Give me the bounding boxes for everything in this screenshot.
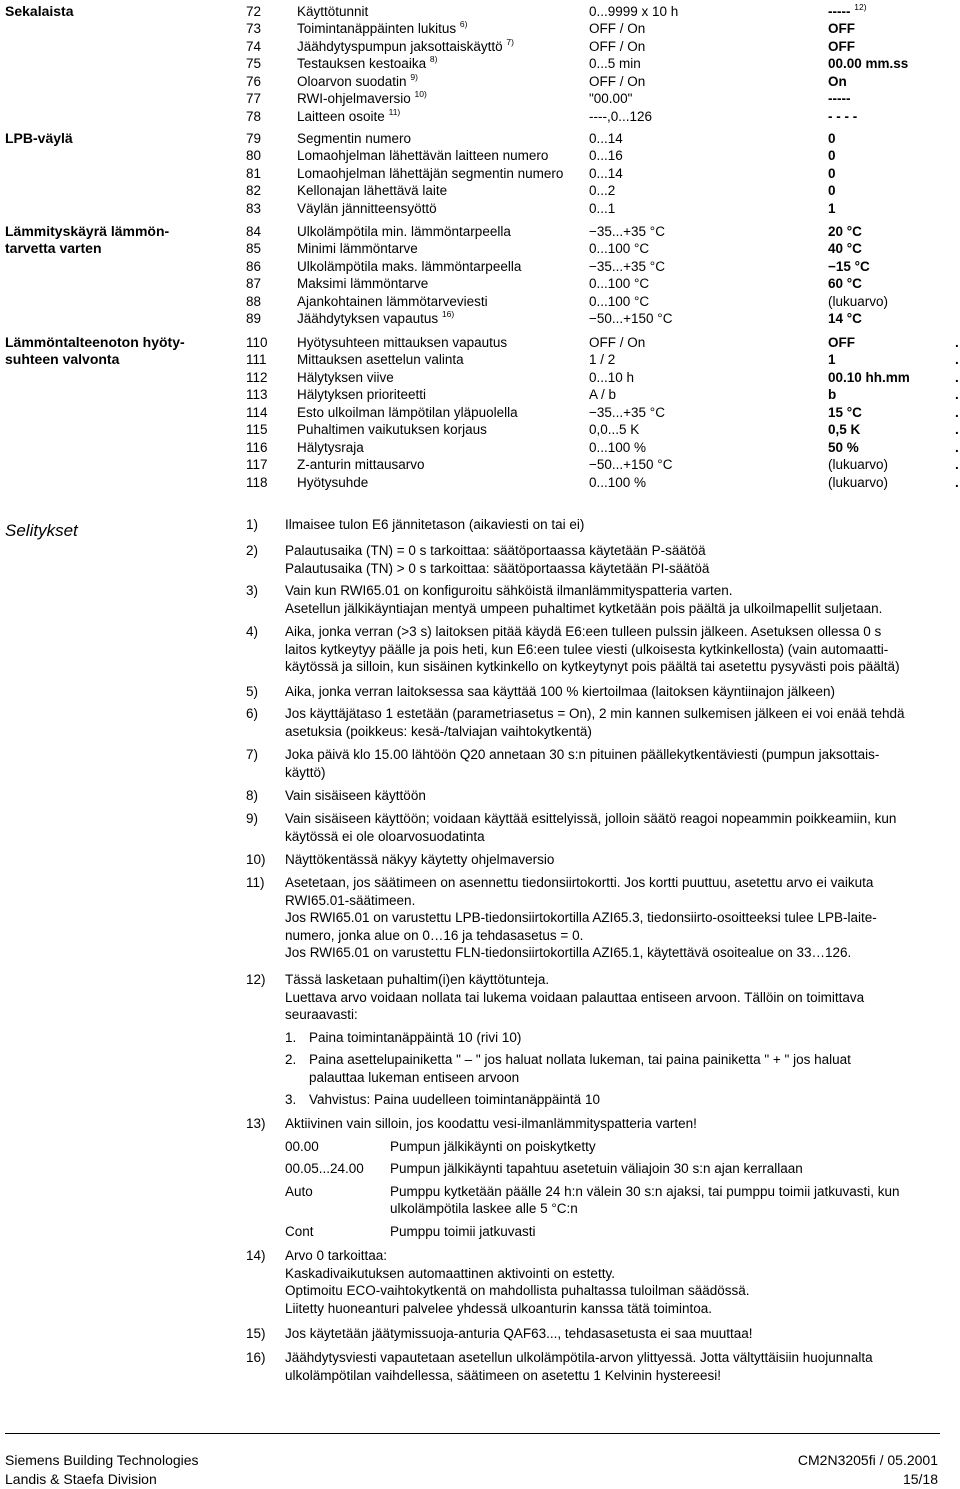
step-number: 3. (285, 1092, 297, 1107)
pump-mode-line: Pumppu toimii jatkuvasti (390, 1223, 536, 1239)
param-default: OFF (828, 21, 855, 37)
param-range: OFF / On (589, 38, 646, 54)
param-default: On (828, 73, 847, 89)
footnote-line: RWI65.01-säätimeen. (285, 892, 416, 908)
table-row (0, 334, 960, 352)
footnote-text (285, 516, 945, 534)
footnote-text (285, 746, 945, 781)
footnote-line: ulkolämpötilan vaihdellessa, säätimeen on asetettu 1 Kelvinin hystereesi! (285, 1367, 722, 1383)
row-marker: . (955, 404, 959, 420)
footnote-line: Aktiivinen vain silloin, jos koodattu vesi-ilmanlämmityspatteria varten! (285, 1116, 697, 1131)
param-range: 0...5 min (589, 56, 641, 72)
param-range: OFF / On (589, 73, 646, 89)
step-line: palauttaa lukeman entiseen arvoon (309, 1069, 520, 1085)
param-default: (lukuarvo) (828, 474, 889, 490)
param-name: Jäähdytyksen vapautus $^{16)}$ (297, 309, 455, 327)
footer-doc-id: CM2N3205fi / 05.2001 (797, 1452, 938, 1468)
table-row (0, 351, 960, 369)
footnote-line: Aika, jonka verran laitoksessa saa käyttää 100 % kiertoilmaa (laitoksen käyntiinajon jälkeen) (285, 684, 836, 699)
param-name: Käyttötunnit (297, 4, 369, 19)
footnote-line: Aika, jonka verran (>3 s) laitoksen pitää käydä E6:een tulleen pulssin jälkeen. Asetuksen ollessa 0 s (285, 624, 882, 639)
pump-mode (285, 1138, 945, 1156)
param-range: 0...14 (589, 131, 623, 146)
param-number: 81 (246, 165, 262, 181)
param-default: 00.10 hh.mm (828, 369, 910, 385)
reset-step (285, 1051, 945, 1086)
footnote-line: Jos käyttäjätaso 1 estetään (parametriasetus = On), 2 min kannen sulkemisen jälkeen ei voi enää tehdä (285, 706, 905, 721)
footnote-text (285, 582, 945, 617)
param-name: Hälytyksen prioriteetti (297, 387, 427, 403)
param-range: 0...14 (589, 165, 623, 181)
table-row (0, 258, 960, 276)
footnote-line: Palautusaika (TN) = 0 s tarkoittaa: säätöportaassa käytetään P-säätöä (285, 543, 706, 558)
step-number: 2. (285, 1052, 297, 1067)
table-row (0, 55, 960, 73)
param-name: Toimintanäppäinten lukitus $^{6)}$ (297, 19, 468, 37)
footnote-text (285, 787, 945, 805)
table-row (0, 275, 960, 293)
row-marker: . (955, 387, 959, 403)
param-number: 78 (246, 108, 262, 124)
footnote-line: Jäähdytysviesti vapautetaan asetellun ulkolämpötila-arvon ylittyessä. Jotta vältyttäisiin huojunnalta (285, 1350, 873, 1365)
param-default: 00.00 mm.ss (828, 56, 909, 72)
param-default: ----- (828, 91, 851, 107)
table-row (0, 240, 960, 258)
param-range: 1 / 2 (589, 352, 616, 368)
param-number: 85 (246, 241, 262, 257)
footer-company-line2: Landis & Staefa Division (5, 1471, 157, 1487)
footnote-line: numero, jonka alue on 0…16 ja tehdasasetus = 0. (285, 927, 584, 943)
param-name: Ulkolämpötila maks. lämmöntarpeella (297, 258, 522, 274)
param-name: Lomaohjelman lähettäjän segmentin numero (297, 165, 564, 181)
footnote-line: Tässä lasketaan puhaltim(i)en käyttötunteja. (285, 972, 550, 987)
row-marker: . (955, 335, 959, 350)
param-range: −35...+35 °C (589, 224, 665, 239)
param-number: 82 (246, 183, 262, 199)
param-range: −50...+150 °C (589, 457, 673, 473)
footnote-ref: 7) (506, 36, 514, 47)
footer-company-line1: Siemens Building Technologies (5, 1452, 199, 1468)
param-default: 0 (828, 183, 836, 199)
footnote-ref: 12) (854, 2, 867, 12)
section-title-lammityskayra: Lämmityskäyrä lämmön-tarvetta varten (5, 223, 170, 256)
footnote-line: Vain kun RWI65.01 on konfiguroitu sähköistä ilmanlämmityspatteria varten. (285, 583, 733, 598)
param-range: 0...2 (589, 183, 616, 199)
param-name: Väylän jännitteensyöttö (297, 200, 437, 216)
table-row (0, 38, 960, 56)
footnote-number: 10) (246, 852, 266, 867)
footnote-number: 13) (246, 1116, 266, 1131)
footnote-line: Jos RWI65.01 on varustettu LPB-tiedonsiirtokortilla AZI65.3, tiedonsiirto-osoitteeksi tulee LPB-laite- (285, 910, 877, 925)
table-row (0, 404, 960, 422)
step-line: Paina toimintanäppäintä 10 (rivi 10) (309, 1029, 522, 1045)
footnote-text (285, 683, 945, 701)
pump-mode-line: Pumpun jälkikäynti on poiskytketty (390, 1138, 596, 1154)
param-range: −35...+35 °C (589, 258, 665, 274)
footnote-number: 2) (246, 543, 259, 558)
param-range: 0...100 % (589, 439, 647, 455)
step-line: Vahvistus: Paina uudelleen toimintanäppäintä 10 (309, 1092, 600, 1107)
footnote-line: käytössä ei ole oloarvosuodatinta (285, 828, 485, 844)
param-default: ----- $^{12)}$ (828, 2, 867, 19)
param-name: Ulkolämpötila min. lämmöntarpeella (297, 224, 511, 239)
param-name: Mittauksen asettelun valinta (297, 352, 464, 368)
param-name: Hyötysuhteen mittauksen vapautus (297, 335, 508, 350)
param-number: 84 (246, 224, 262, 239)
param-range: A / b (589, 387, 617, 403)
reset-step (285, 1029, 945, 1047)
table-row (0, 421, 960, 439)
step-number: 1. (285, 1029, 297, 1045)
table-row (0, 147, 960, 165)
footnote-line: Vain sisäiseen käyttöön; voidaan käyttää esittelyissä, jolloin säätö reagoi nopeammin poikkeamiin, kun (285, 811, 897, 826)
param-default: 0 (828, 131, 836, 146)
param-name: Laitteen osoite $^{11)}$ (297, 106, 401, 124)
param-number: 74 (246, 38, 262, 54)
param-name: Kellonajan lähettävä laite (297, 183, 448, 199)
footnote-number: 11) (246, 875, 265, 890)
param-name: Puhaltimen vaikutuksen korjaus (297, 422, 487, 438)
param-number: 80 (246, 148, 262, 164)
param-name: Jäähdytyspumpun jaksottaiskäyttö $^{7)}$ (297, 36, 514, 54)
param-number: 89 (246, 311, 262, 327)
footnote-text (285, 971, 945, 1114)
param-number: 88 (246, 293, 262, 309)
section-title-lammontalteenotto: Lämmöntalteenoton hyöty-suhteen valvonta (5, 334, 185, 367)
param-number: 77 (246, 91, 262, 107)
table-row (0, 474, 960, 492)
param-number: 112 (246, 369, 268, 385)
footnote-ref: 16) (441, 309, 455, 320)
footnote-text (285, 1349, 945, 1384)
param-range: 0...10 h (589, 369, 635, 385)
param-range: −50...+150 °C (589, 311, 673, 327)
table-row (0, 310, 960, 328)
pump-mode-key: 00.00 (285, 1138, 319, 1154)
footnote-text (285, 705, 945, 740)
param-name: Lomaohjelman lähettävän laitteen numero (297, 148, 549, 164)
param-default: 15 °C (828, 404, 862, 420)
table-row (0, 108, 960, 126)
row-marker: . (955, 352, 959, 368)
param-number: 76 (246, 73, 262, 89)
param-name: Minimi lämmöntarve (297, 241, 418, 257)
param-range: ----,0...126 (589, 108, 653, 124)
pump-mode (285, 1223, 945, 1241)
table-row (0, 293, 960, 311)
param-name: Testauksen kestoaika $^{8)}$ (297, 54, 438, 72)
row-marker: . (955, 422, 959, 438)
footnote-number: 5) (246, 684, 259, 699)
param-name: Oloarvon suodatin $^{9)}$ (297, 71, 418, 89)
reset-steps (285, 1029, 945, 1109)
footnote-line: Vain sisäiseen käyttöön (285, 788, 426, 803)
param-number: 72 (246, 4, 262, 19)
footnote-text (285, 1247, 945, 1317)
param-number: 118 (246, 474, 268, 490)
param-range: 0...100 °C (589, 241, 650, 257)
footnote-line: Joka päivä klo 15.00 lähtöön Q20 annetaan 30 s:n pituinen päällekytkentäviesti (pumpun jaksottais- (285, 747, 880, 762)
table-row (0, 200, 960, 218)
table-row (0, 439, 960, 457)
pump-mode-line: Pumppu kytketään päälle 24 h:n välein 30 s:n ajaksi, tai pumppu toimii jatkuvasti, kun (390, 1183, 900, 1199)
param-default: 0 (828, 165, 836, 181)
table-row (0, 386, 960, 404)
param-default: 60 °C (828, 276, 862, 292)
param-default: −15 °C (828, 258, 870, 274)
param-range: 0...100 % (589, 474, 647, 490)
param-default: (lukuarvo) (828, 457, 889, 473)
footnote-line: käytössä ja silloin, kun sisäinen kytkinkello on kytkeytynyt pois päältä tai asetettu pysyvästi pois päältä) (285, 659, 900, 674)
param-name: Z-anturin mittausarvo (297, 457, 425, 473)
param-default: OFF (828, 335, 855, 350)
param-name: Segmentin numero (297, 131, 412, 146)
section-title-sekalaista: Sekalaista (5, 3, 74, 19)
param-name: Esto ulkoilman lämpötilan yläpuolella (297, 404, 518, 420)
footnote-text (285, 542, 945, 577)
param-default: OFF (828, 38, 855, 54)
footnote-line: Kaskadivaikutuksen automaattinen aktivointi on estetty. (285, 1265, 615, 1281)
param-name: Maksimi lämmöntarve (297, 276, 429, 292)
param-number: 117 (246, 457, 268, 473)
param-number: 86 (246, 258, 262, 274)
param-number: 115 (246, 422, 268, 438)
param-number: 114 (246, 404, 268, 420)
table-row (0, 73, 960, 91)
footnote-line: Jos käytetään jäätymissuoja-anturia QAF63..., tehdasasetusta ei saa muuttaa! (285, 1326, 753, 1341)
step-line: Paina asettelupainiketta " – " jos haluat nollata lukeman, tai paina painiketta " + " jos haluat (309, 1052, 851, 1067)
table-row (0, 223, 960, 241)
param-range: 0...100 °C (589, 293, 650, 309)
param-range: OFF / On (589, 21, 646, 37)
footnote-line: asetuksia (poikkeus: kesä-/talviajan vaihtokytkentä) (285, 723, 592, 739)
footnote-number: 15) (246, 1326, 266, 1341)
param-name: Ajankohtainen lämmötarveviesti (297, 293, 488, 309)
param-number: 75 (246, 56, 262, 72)
footnote-line: laitos kytkeytyy päälle ja pois heti, kun E6:een tulee viesti (ulkoisesta kytkinkellosta) (vain automaatti- (285, 641, 889, 657)
param-name: Hyötysuhde (297, 474, 369, 490)
param-default: 20 °C (828, 224, 862, 239)
table-row (0, 182, 960, 200)
footnote-number: 9) (246, 811, 259, 826)
footer-docinfo (798, 1451, 938, 1489)
pump-mode (285, 1160, 945, 1178)
row-marker: . (955, 439, 959, 455)
param-default: 1 (828, 200, 836, 216)
footnote-text (285, 623, 945, 676)
footnote-number: 8) (246, 788, 259, 803)
param-default: b (828, 387, 837, 403)
table-row (0, 90, 960, 108)
param-name: Hälytysraja (297, 439, 364, 455)
footnote-ref: 6) (459, 19, 468, 30)
footnote-line: seuraavasti: (285, 1007, 358, 1022)
pump-modes (285, 1138, 945, 1241)
param-range: 0,0...5 K (589, 422, 640, 438)
footnote-number: 3) (246, 583, 259, 598)
footnote-text (285, 851, 945, 869)
pump-mode (285, 1183, 945, 1218)
footnote-number: 16) (246, 1350, 266, 1365)
footnote-line: Liitetty huoneanturi palvelee yhdessä ulkoanturin kanssa tätä toimintoa. (285, 1300, 713, 1316)
param-default: 0,5 K (828, 422, 861, 438)
footer-company (5, 1451, 199, 1489)
footnote-ref: 10) (414, 89, 427, 100)
footnote-number: 4) (246, 624, 259, 639)
param-range: 0...16 (589, 148, 623, 164)
footnote-number: 7) (246, 747, 259, 762)
param-number: 83 (246, 200, 262, 216)
reset-step (285, 1091, 945, 1109)
footnote-text (285, 874, 945, 962)
param-default: 40 °C (828, 241, 862, 257)
param-number: 110 (246, 335, 268, 350)
param-number: 79 (246, 131, 262, 146)
footnote-line: käyttö) (285, 764, 326, 780)
footnote-line: Ilmaisee tulon E6 jännitetason (aikaviesti on tai ei) (285, 517, 585, 532)
footnote-line: Asetellun jälkikäyntiajan mentyä umpeen puhaltimet kytketään pois päältä ja ulkoilmapellit suljetaan. (285, 600, 883, 616)
param-name: RWI-ohjelmaversio $^{10)}$ (297, 89, 427, 107)
section-title-lpb: LPB-väylä (5, 130, 73, 146)
footnote-ref: 11) (388, 106, 401, 117)
param-range: −35...+35 °C (589, 404, 665, 420)
pump-mode-line: Pumpun jälkikäynti tapahtuu asetetuin väliajoin 30 s:n ajan kerrallaan (390, 1161, 803, 1176)
footnote-ref: 9) (410, 71, 418, 82)
footnote-line: Luettava arvo voidaan nollata tai lukema voidaan palauttaa entiseen arvoon. Tällöin on toimittava (285, 989, 865, 1005)
footnote-line: Näyttökentässä näkyy käytetty ohjelmaversio (285, 852, 555, 867)
pump-mode-key: Cont (285, 1223, 314, 1239)
footnote-number: 6) (246, 706, 259, 721)
param-range: OFF / On (589, 335, 646, 350)
param-number: 87 (246, 276, 262, 292)
footnote-number: 12) (246, 972, 266, 987)
param-default: 1 (828, 352, 836, 368)
param-number: 111 (246, 352, 267, 368)
footnote-line: Jos RWI65.01 on varustettu FLN-tiedonsiirtokortilla AZI65.1, käytettävä osoitealue on 33…126. (285, 945, 852, 960)
footnote-line: Arvo 0 tarkoittaa: (285, 1248, 388, 1263)
footnote-line: Optimoitu ECO-vaihtokytkentä on mahdollista puhaltassa tuloilman säädössä. (285, 1283, 750, 1298)
param-number: 73 (246, 21, 262, 37)
param-default: 0 (828, 148, 836, 164)
table-row (0, 130, 960, 148)
footnote-text (285, 810, 945, 845)
row-marker: . (955, 474, 959, 490)
param-range: 0...100 °C (589, 276, 650, 292)
table-row (0, 165, 960, 183)
row-marker: . (955, 457, 959, 473)
pump-mode-key: 00.05...24.00 (285, 1161, 364, 1176)
table-row (0, 20, 960, 38)
footnote-text (285, 1115, 945, 1245)
pump-mode-line: ulkolämpötila laskee alle 5 °C:n (390, 1201, 578, 1216)
param-default: 14 °C (828, 311, 862, 327)
table-row (0, 456, 960, 474)
param-number: 113 (246, 387, 268, 403)
footnote-line: Palautusaika (TN) > 0 s tarkoittaa: säätöportaassa käytetään PI-säätöä (285, 560, 710, 576)
param-range: 0...1 (589, 200, 616, 216)
footnote-number: 14) (246, 1248, 266, 1263)
param-default: - - - - (828, 108, 858, 124)
param-default: (lukuarvo) (828, 293, 889, 309)
pump-mode-key: Auto (285, 1183, 313, 1199)
footer-divider (5, 1433, 940, 1434)
table-row (0, 3, 960, 21)
footnote-line: Asetetaan, jos säätimeen on asennettu tiedonsiirtokortti. Jos kortti puuttuu, asetettu arvo ei vaikuta (285, 875, 874, 890)
param-default: 50 % (828, 439, 859, 455)
param-range: 0...9999 x 10 h (589, 4, 679, 19)
table-row (0, 369, 960, 387)
notes-title: Selitykset (5, 521, 78, 540)
param-range: "00.00" (589, 91, 633, 107)
footnote-number: 1) (246, 517, 259, 532)
param-number: 116 (246, 439, 268, 455)
param-name: Hälytyksen viive (297, 369, 394, 385)
row-marker: . (955, 369, 959, 385)
footnote-text (285, 1325, 945, 1343)
footer-page-number: 15/18 (902, 1471, 938, 1487)
footnote-ref: 8) (429, 54, 438, 65)
